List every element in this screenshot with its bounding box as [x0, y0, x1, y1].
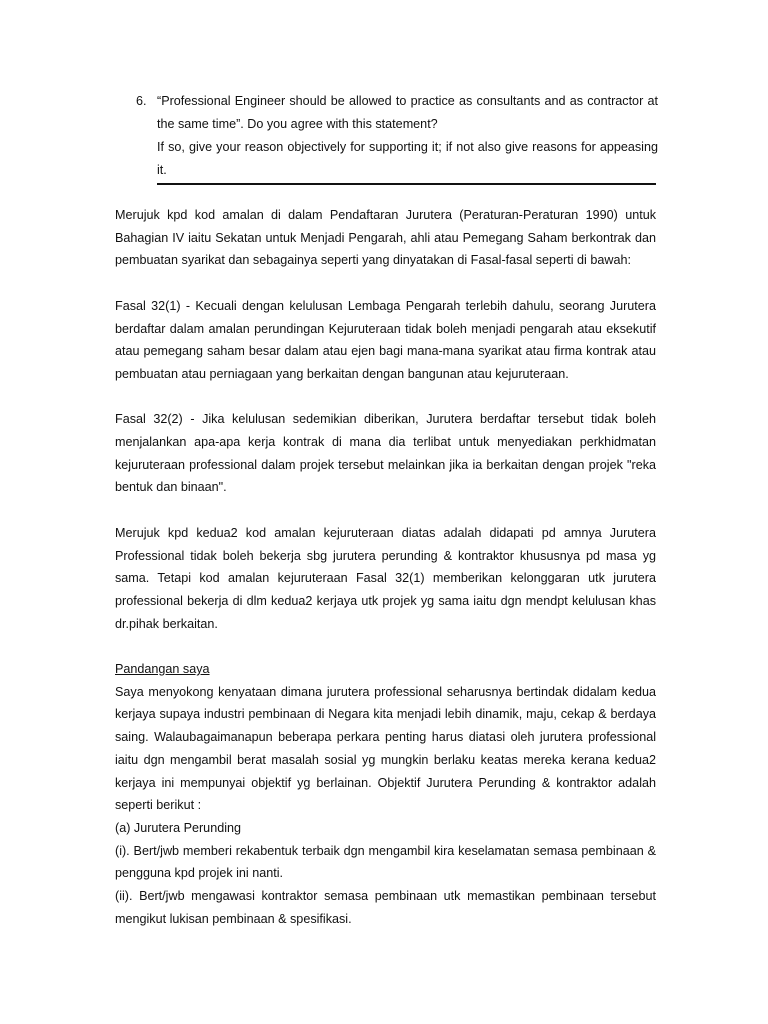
question-number: 6.: [136, 94, 147, 108]
list-item-ii: (ii). Bert/jwb mengawasi kontraktor semasa pembinaan utk memastikan pembinaan tersebut mengikut lukisan pembinaan & spesifikasi.: [115, 889, 656, 926]
opinion-text: Saya menyokong kenyataan dimana jurutera professional seharusnya bertindak didalam kedua kerjaya supaya industri pembinaan di Negara kita menjadi lebih dinamik, maju, cekap & berdaya saing. Walaubagaimanapun beberapa perkara penting harus diatasi oleh jurutera professional iaitu dgn mengambil berat masalah sosial yg mungkin berlaku keatas mereka kerana kedua2 kerjaya ini mempunyai objektif yg berlainan. Objektif Jurutera Perunding & kontraktor adalah seperti berikut :: [115, 684, 656, 813]
opinion-heading: Pandangan saya: [115, 662, 210, 676]
paragraph-fasal-32-1: Fasal 32(1) - Kecuali dengan kelulusan Lembaga Pengarah terlebih dahulu, seorang Jurutera berdaftar dalam amalan perundingan Kejuruteraan tidak boleh menjadi pengarah atau eksekutif atau pemegang saham besar dalam atau ejen bagi mana-mana syarikat atau firma kontrak atau pembuatan atau perniagaan yang berkaitan dengan bangunan atau kejuruteraan.: [115, 298, 656, 381]
question-text: [157, 90, 658, 182]
paragraph-summary: Merujuk kpd kedua2 kod amalan kejuruteraan diatas adalah didapati pd amnya Jurutera Professional tidak boleh bekerja sbg jurutera perunding & kontraktor khususnya pd masa yg sama. Tetapi kod amalan kejuruteraan Fasal 32(1) memberikan kelonggaran utk jurutera professional bekerja di dlm kedua2 kerjaya utk projek yg sama iaitu dgn mendpt kelulusan khas dr.pihak berkaitan.: [115, 525, 656, 631]
paragraph-intro: Merujuk kpd kod amalan di dalam Pendaftaran Jurutera (Peraturan-Peraturan 1990) untuk Bahagian IV iaitu Sekatan untuk Menjadi Pengarah, ahli atau Pemegang Saham berkontrak dan pembuatan syarikat dan sebagainya seperti yang dinyatakan di Fasal-fasal seperti di bawah:: [115, 208, 656, 268]
answer-body: [115, 204, 656, 930]
list-item-i: (i). Bert/jwb memberi rekabentuk terbaik dgn mengambil kira keselamatan semasa pembinaan & pengguna kpd projek ini nanti.: [115, 843, 656, 881]
question-block: [136, 90, 658, 182]
question-statement: “Professional Engineer should be allowed to practice as consultants and as contractor at the same time”. Do you agree with this statement?: [157, 94, 658, 131]
paragraph-fasal-32-2: Fasal 32(2) - Jika kelulusan sedemikian diberikan, Jurutera berdaftar tersebut tidak boleh menjalankan apa-apa kerja kontrak di mana dia terlibat untuk menyediakan perkhidmatan kejuruteraan professional dalam projek tersebut melainkan jika ia berkaitan dengan projek "reka bentuk dan binaan".: [115, 412, 656, 495]
list-item-consultant: (a) Jurutera Perunding: [115, 820, 242, 835]
question-divider: [157, 183, 656, 185]
question-instruction: If so, give your reason objectively for supporting it; if not also give reasons for appeasing it.: [157, 140, 658, 177]
